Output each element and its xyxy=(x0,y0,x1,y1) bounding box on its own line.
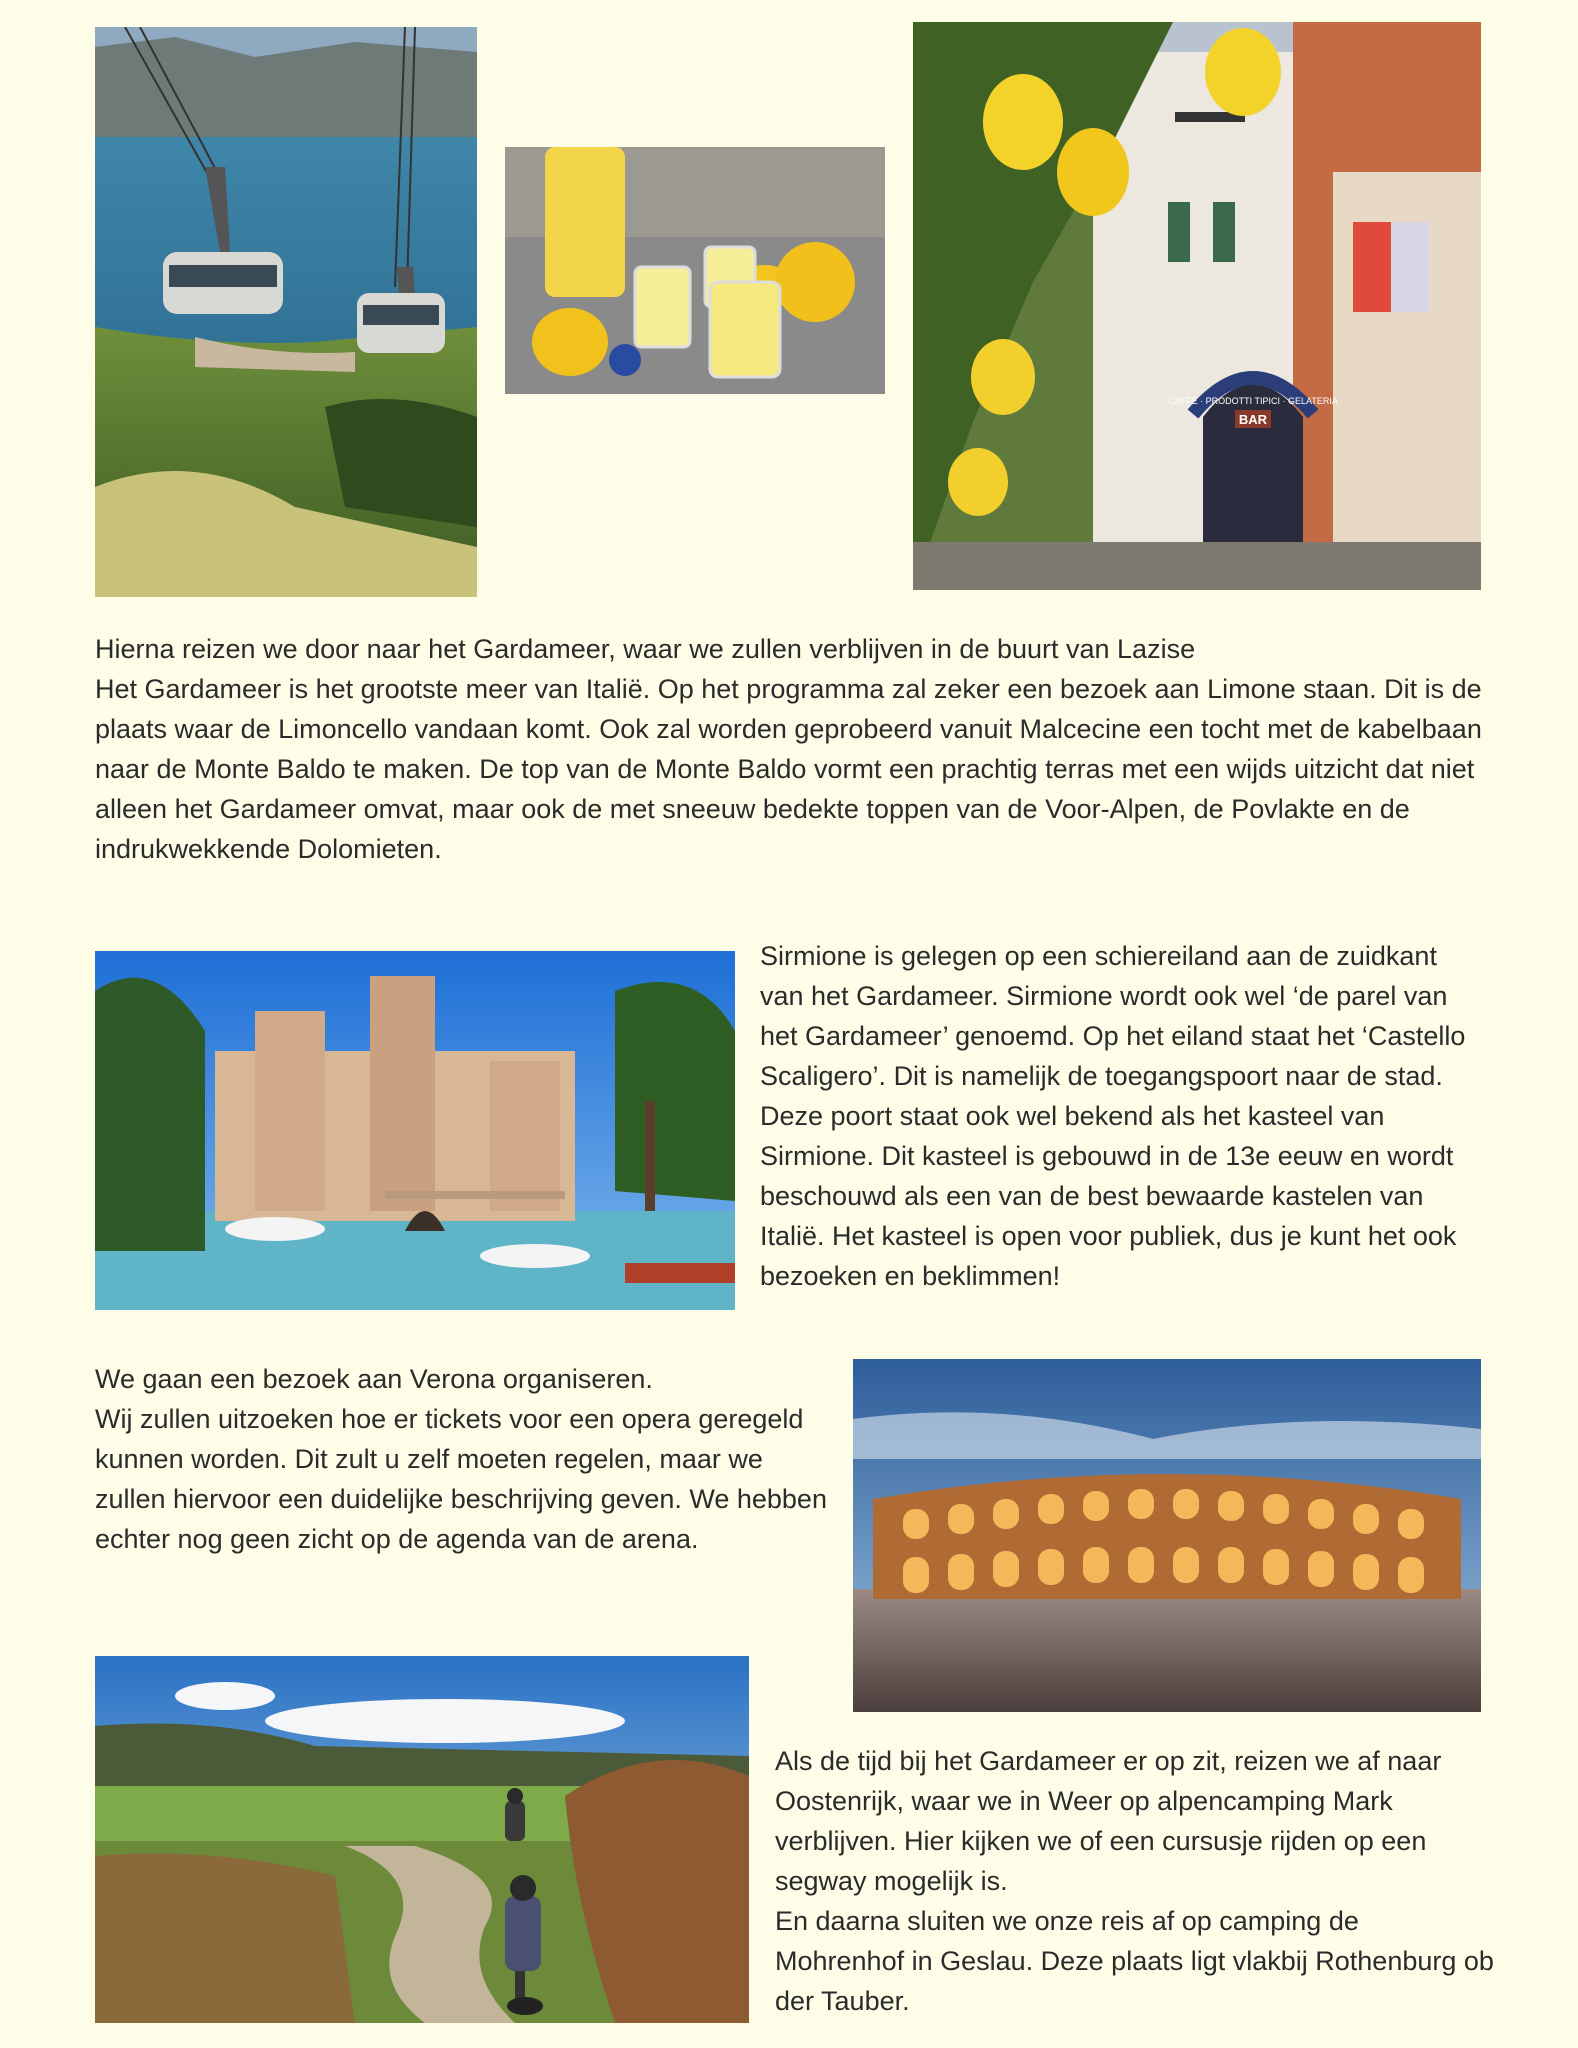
limone-street-illustration xyxy=(913,22,1481,590)
austria-paragraph xyxy=(775,1741,1495,2021)
shop-arch-sign: CAFFE · PRODOTTI TIPICI · GELATERIA xyxy=(1168,396,1338,406)
garda-intro-line: Hierna reizen we door naar het Gardameer, waar we zullen verblijven in de buurt van Lazise xyxy=(95,634,1196,664)
lemon xyxy=(983,74,1063,170)
shop-entrance xyxy=(1203,385,1303,543)
lemon xyxy=(1057,128,1129,216)
cable-car-illustration xyxy=(95,27,477,597)
limoncello-bottle xyxy=(545,147,625,297)
verona-arena-illustration xyxy=(853,1359,1481,1712)
limoncello-illustration xyxy=(505,147,885,394)
garda-description: Het Gardameer is het grootste meer van Italië. Op het programma zal zeker een bezoek aan Limone staan. Dit is de plaats waar de Limoncello vandaan komt. Ook zal worden geprobeerd vanuit Malcecine een tocht met de kabelbaan naar de Monte Baldo te maken. De top van de Monte Baldo vormt een prachtig terras met een wijds uitzicht dat niet alleen het Gardameer omvat, maar ook de met sneeuw bedekte toppen van de Voor-Alpen, de Povlakte en de indrukwekkende Dolomieten. xyxy=(95,674,1482,864)
sirmione-castle-photo xyxy=(95,951,735,1310)
castle-tower xyxy=(490,1061,560,1211)
segway-path-illustration xyxy=(95,1656,749,2023)
segway-rider xyxy=(505,1788,525,1841)
verona-paragraph xyxy=(95,1359,840,1559)
verona-description: Wij zullen uitzoeken hoe er tickets voor een opera geregeld kunnen worden. Dit zult u zelf moeten regelen, maar we zullen hiervoor een duidelijke beschrijving geven. We hebben echter nog geen zicht op de agenda van de arena. xyxy=(95,1404,827,1554)
austria-trip-line: Als de tijd bij het Gardameer er op zit, reizen we af naar Oostenrijk, waar we in Weer op alpencamping Mark verblijven. Hier kijken we of een cursusje rijden op een segway mogelijk is. xyxy=(775,1746,1442,1896)
limone-street-photo xyxy=(913,22,1481,590)
verona-arena-photo xyxy=(853,1359,1481,1712)
castle-tower xyxy=(255,1011,325,1211)
limoncello-photo xyxy=(505,147,885,394)
verona-intro-line: We gaan een bezoek aan Verona organiseren. xyxy=(95,1364,653,1394)
sirmione-castle-illustration xyxy=(95,951,735,1310)
sirmione-description: Sirmione is gelegen op een schiereiland aan de zuidkant van het Gardameer. Sirmione wordt ook wel ‘de parel van het Gardameer’ genoemd. Op het eiland staat het ‘Castello Scaligero’. Dit is namelijk de toegangspoort naar de stad. Deze poort staat ook wel bekend als het kasteel van Sirmione. Dit kasteel is gebouwd in de 13e eeuw en wordt beschouwd als een van de best bewaarde kastelen van Italië. Het kasteel is open voor publiek, dus je kunt het ook bezoeken en beklimmen! xyxy=(760,941,1466,1291)
castle-tower xyxy=(370,976,435,1211)
austria-final-line: En daarna sluiten we onze reis af op camping de Mohrenhof in Geslau. Deze plaats ligt vlakbij Rothenburg ob der Tauber. xyxy=(775,1906,1494,2016)
lemon xyxy=(1205,28,1281,116)
cable-car-photo xyxy=(95,27,477,597)
segway-path-photo xyxy=(95,1656,749,2023)
lemon xyxy=(948,448,1008,516)
bar-sign-text: BAR xyxy=(1238,412,1268,427)
lemon xyxy=(971,339,1035,415)
sirmione-paragraph xyxy=(760,936,1485,1296)
garda-paragraph xyxy=(95,629,1495,869)
